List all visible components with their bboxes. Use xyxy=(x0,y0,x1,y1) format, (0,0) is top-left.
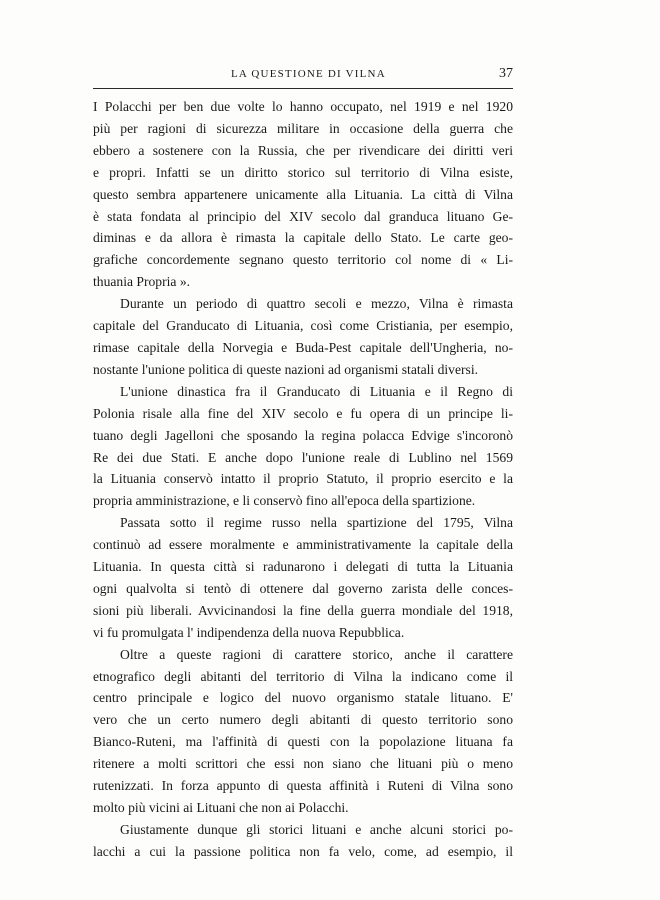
text-line: Lituania. In questa città si radunarono i delegati di tutta la Lituania xyxy=(93,559,513,575)
body-text xyxy=(93,96,513,863)
paragraph xyxy=(93,381,513,512)
running-title: LA QUESTIONE DI VILNA xyxy=(231,68,386,80)
text-line: L'unione dinastica fra il Granducato di Lituania e il Regno di xyxy=(120,383,513,399)
page-number: 37 xyxy=(499,66,513,81)
text-line: lacchi a cui la passione politica non fa velo, come, ad esempio, il xyxy=(93,843,513,859)
text-line: vero che un certo numero degli abitanti di questo territorio sono xyxy=(93,712,513,728)
text-line: ritenere a molti scrittori che essi non siano che lituani più o meno xyxy=(93,756,513,772)
text-line: è stata fondata al principio del XIV secolo dal granduca lituano Ge- xyxy=(93,208,513,224)
text-line: Oltre a queste ragioni di carattere storico, anche il carattere xyxy=(120,646,513,662)
text-line: ebbero a sostenere con la Russia, che per rivendicare dei diritti veri xyxy=(93,142,513,158)
text-line: sioni più liberali. Avvicinandosi la fine della guerra mondiale del 1918, xyxy=(93,602,513,618)
text-line: diminas e da allora è rimasta la capitale dello Stato. Le carte geo- xyxy=(93,230,513,246)
paragraph xyxy=(93,819,513,863)
paragraph xyxy=(93,644,513,819)
text-line: questo sembra appartenere unicamente alla Lituania. La città di Vilna xyxy=(93,186,513,202)
text-line: Bianco-Ruteni, ma l'affinità di questi con la popolazione lituana fa xyxy=(93,734,513,750)
text-line: nostante l'unione politica di queste nazioni ad organismi statali diversi. xyxy=(93,361,479,377)
text-line: molto più vicini ai Lituani che non ai Polacchi. xyxy=(93,800,349,815)
text-line: Passata sotto il regime russo nella spartizione del 1795, Vilna xyxy=(120,515,513,531)
text-line: e propri. Infatti se un diritto storico sul territorio di Vilna esiste, xyxy=(93,164,513,180)
text-line: Re dei due Stati. E anche dopo l'unione reale di Lublino nel 1569 xyxy=(93,449,513,465)
text-line: tuano degli Jagelloni che sposando la regina polacca Edvige s'incoronò xyxy=(93,427,513,443)
text-line: vi fu promulgata l' indipendenza della nuova Repubblica. xyxy=(93,624,405,640)
text-line: centro principale e logico del nuovo organismo statale lituano. E' xyxy=(93,690,513,706)
text-line: Polonia risale alla fine del XIV secolo e fu opera di un principe li- xyxy=(93,405,513,421)
header-rule xyxy=(93,88,513,89)
text-line: più per ragioni di sicurezza militare in occasione della guerra che xyxy=(93,120,513,136)
text-line: Giustamente dunque gli storici lituani e anche alcuni storici po- xyxy=(120,821,513,837)
text-line: la Lituania conservò intatto il proprio Statuto, il proprio esercito e la xyxy=(93,471,513,487)
paragraph xyxy=(93,512,513,643)
text-line: capitale del Granducato di Lituania, così come Cristiania, per esempio, xyxy=(93,318,513,334)
text-line: thuania Propria ». xyxy=(93,274,191,290)
text-line: rutenizzati. In forza appunto di questa affinità i Ruteni di Vilna sono xyxy=(93,778,513,794)
text-line: etnografico degli abitanti del territorio di Vilna la indicano come il xyxy=(93,668,513,684)
text-line: ogni qualvolta si tentò di ottenere dal governo zarista delle conces- xyxy=(93,580,513,596)
text-line: I Polacchi per ben due volte lo hanno occupato, nel 1919 e nel 1920 xyxy=(93,99,513,114)
paragraph xyxy=(93,293,513,381)
text-line: continuò ad essere moralmente e amministrativamente la capitale della xyxy=(93,537,513,553)
text-line: propria amministrazione, e li conservò fino all'epoca della spartizione. xyxy=(93,493,476,509)
text-line: grafiche concordemente segnano questo territorio col nome di « Li- xyxy=(93,252,513,268)
text-line: Durante un periodo di quattro secoli e mezzo, Vilna è rimasta xyxy=(120,296,513,312)
paragraph xyxy=(93,96,513,293)
text-line: rimase capitale della Norvegia e Buda-Pest capitale dell'Ungheria, no- xyxy=(93,339,513,355)
page-header xyxy=(93,66,513,86)
